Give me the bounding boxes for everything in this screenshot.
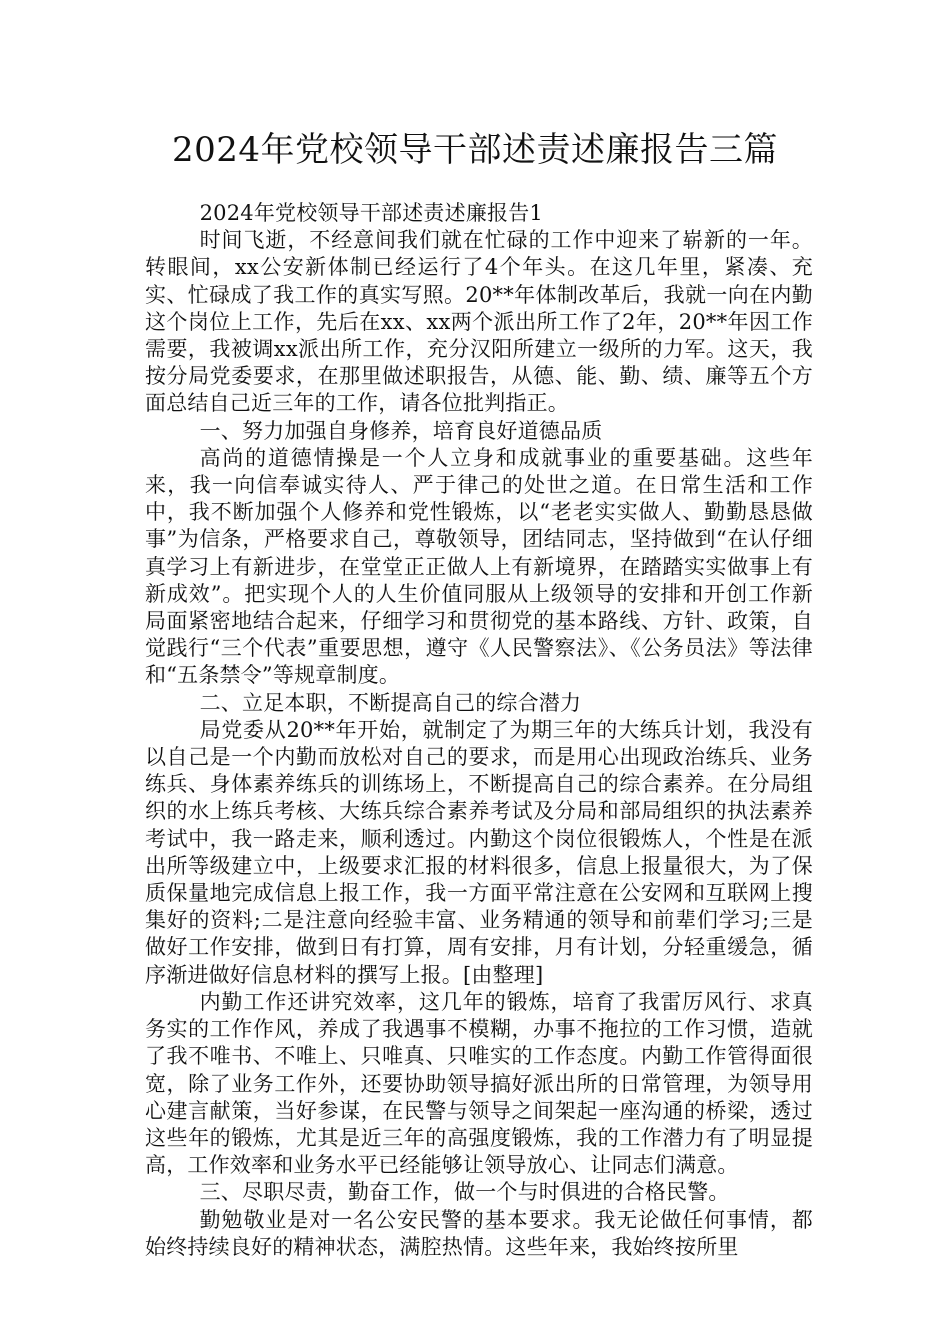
report-subtitle: 2024年党校领导干部述责述廉报告1: [199, 201, 543, 225]
section-heading: 二、立足本职，不断提高自己的综合潜力: [199, 690, 582, 715]
body-paragraph: 内勤工作还讲究效率，这几年的锻炼，培育了我雷厉风行、求真务实的工作作风，养成了我遇事不模糊，办事不拖拉的工作习惯，造就了我不唯书、不唯上、只唯真、只唯实的工作态度。内勤工作管得面很宽，除了业务工作外，还要协助领导搞好派出所的日常管理，为领导用心建言献策，当好参谋，在民警与领导之间架起一座沟通的桥梁，透过这些年的锻炼，尤其是近三年的高强度锻炼，我的工作潜力有了明显提高，工作效率和业务水平已经能够让领导放心、让同志们满意。: [145, 989, 813, 1178]
document-title: 2024年党校领导干部述责述廉报告三篇: [171, 130, 779, 170]
body-paragraph: 局党委从20**年开始，就制定了为期三年的大练兵计划，我没有以自己是一个内勤而放松对自己的要求，而是用心出现政治练兵、业务练兵、身体素养练兵的训练场上，不断提高自己的综合素养。在分局组织的水上练兵考核、大练兵综合素养考试及分局和部局组织的执法素养考试中，我一路走来，顺利透过。内勤这个岗位很锻炼人，个性是在派出所等级建立中，上级要求汇报的材料很多，信息上报量很大，为了保质保量地完成信息上报工作，我一方面平常注意在公安网和互联网上搜集好的资料;二是注意向经验丰富、业务精通的领导和前辈们学习;三是做好工作安排，做到日有打算，周有安排，月有计划，分轻重缓急，循序渐进做好信息材料的撰写上报。[由整理]: [145, 717, 813, 987]
body-paragraph: 时间飞逝，不经意间我们就在忙碌的工作中迎来了崭新的一年。转眼间，xx公安新体制已经运行了4个年头。在这几年里，紧凑、充实、忙碌成了我工作的真实写照。20**年体制改革后，我就一向在内勤这个岗位上工作，先后在xx、xx两个派出所工作了2年，20**年因工作需要，我被调xx派出所工作，充分汉阳所建立一级所的力军。这天，我按分局党委要求，在那里做述职报告，从德、能、勤、绩、廉等五个方面总结自己近三年的工作，请各位批判指正。: [145, 228, 813, 416]
body-paragraph: 高尚的道德情操是一个人立身和成就事业的重要基础。这些年来，我一向信奉诚实待人、严于律己的处世之道。在日常生活和工作中，我不断加强个人修养和党性锻炼，以“老老实实做人、勤勤恳恳做事”为信条，严格要求自己，尊敬领导，团结同志，坚持做到“在认仔细真学习上有新进步，在堂堂正正做人上有新境界，在踏踏实实做事上有新成效”。把实现个人的人生价值同服从上级领导的安排和开创工作新局面紧密地结合起来，仔细学习和贯彻党的基本路线、方针、政策，自觉践行“三个代表”重要思想，遵守《人民警察法》、《公务员法》等法律和“五条禁令”等规章制度。: [145, 445, 813, 688]
section-heading: 一、努力加强自身修养，培育良好道德品质: [199, 418, 603, 443]
document-body: [145, 200, 813, 1261]
body-paragraph: 勤勉敬业是对一名公安民警的基本要求。我无论做任何事情，都始终持续良好的精神状态，满腔热情。这些年来，我始终按所里: [145, 1207, 813, 1259]
section-heading: 三、尽职尽责，勤奋工作，做一个与时俱进的合格民警。: [199, 1180, 730, 1205]
